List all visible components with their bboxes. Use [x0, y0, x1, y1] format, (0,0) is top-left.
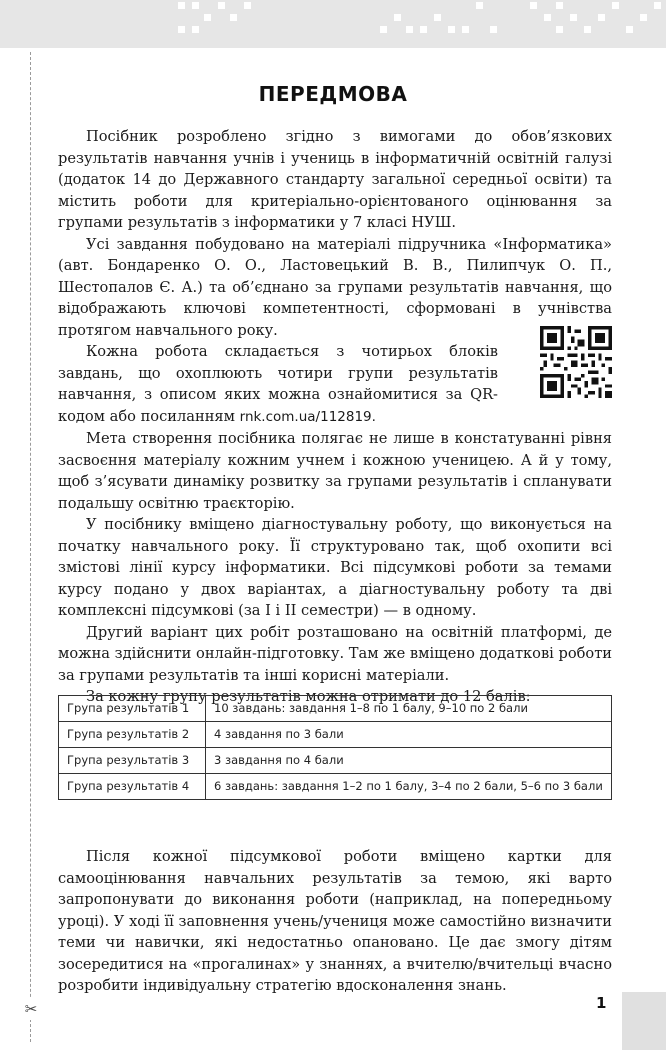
paragraph: Після кожної підсумкової роботи вміщено картки для самооцінювання навчальних результатів за темою, які варто запропонувати до виконання роботи (наприклад, на попередньому уроці). У ході її заповнення учень/учениця може самостійно визначити теми чи навички, які недостатньо опановано. Це дає змогу дітям зосередитися на «прогалинах» у знаннях, а вчителю/вчительці вчасно розробити індивідуальну стратегію вдосконалення знань.	[58, 848, 612, 994]
table-row	[59, 696, 612, 722]
closing-text	[58, 846, 612, 997]
paragraph: Мета створення посібника полягає не лише в констатуванні рівня засвоєння матеріалу кожним учнем і кожною ученицею. А й у тому, щоб з’ясувати динаміку розвитку за групами результатів і спланувати подальшу освітню траєкторію.	[58, 430, 612, 512]
header-band	[0, 0, 666, 48]
table-cell-group: Група результатів 2	[59, 722, 206, 748]
qr-paragraph-text	[58, 341, 498, 428]
table-cell-group: Група результатів 4	[59, 774, 206, 800]
body-text	[58, 126, 612, 708]
table-cell-group: Група результатів 1	[59, 696, 206, 722]
paragraph: Усі завдання побудовано на матеріалі підручника «Інформатика» (авт. Бондаренко О. О., Ластовецький В. В., Пилипчук О. П., Шестопалов Є. А.) та об’єднано за групами результатів навчання, що відображають ключові компетентності, сформовані в учнівства протягом навчального року.	[58, 235, 612, 339]
table-cell-group: Група результатів 3	[59, 748, 206, 774]
table-row	[59, 722, 612, 748]
table-cell-description: 4 завдання по 3 бали	[206, 722, 612, 748]
table-row	[59, 748, 612, 774]
page-number: 1	[596, 994, 607, 1012]
footer-band	[622, 992, 666, 1050]
paragraph: У посібнику вміщено діагностувальну роботу, що виконується на початку навчального року. Її структуровано так, щоб охопити всі змістові лінії курсу інформатики. Всі підсумкові роботи за темами курсу подано у двох варіантах, а діагностувальну роботу та дві комплексні підсумкові (за І і ІІ семестри) — в одному.	[58, 516, 612, 619]
qr-code-icon[interactable]	[540, 326, 612, 398]
paragraph: Другий варіант цих робіт розташовано на освітній платформі, де можна здійснити онлайн-підготовку. Там же вміщено додаткові роботи за групами результатів та інші корисні матеріали.	[58, 623, 612, 684]
paragraph: Посібник розроблено згідно з вимогами до обов’язкових результатів навчання учнів і учениць в інформатичній освітній галузі (додаток 14 до Державного стандарту загальної середньої освіти) та містить роботи для критеріально-орієнтованого оцінювання за групами результатів з інформатики у 7 класі НУШ.	[58, 128, 612, 231]
score-table	[58, 695, 612, 800]
table-cell-description: 10 завдань: завдання 1–8 по 1 балу, 9–10 по 2 бали	[206, 696, 612, 722]
resource-link[interactable]: rnk.com.ua/112819.	[239, 408, 376, 425]
paragraph: За кожну групу результатів можна отримати до 12 балів:	[86, 688, 531, 705]
table-cell-description: 6 завдань: завдання 1–2 по 1 балу, 3–4 по 2 бали, 5–6 по 3 бали	[206, 774, 612, 800]
qr-description: Кожна робота складається з чотирьох блоків завдань, що охоплюють чотири групи результатів навчання, з описом яких можна ознайомитися за QR-кодом або посиланням	[58, 343, 498, 425]
cut-line	[30, 52, 31, 1042]
scissors-icon: ✂	[24, 1000, 38, 1018]
page-title: ПЕРЕДМОВА	[258, 82, 408, 106]
table-row	[59, 774, 612, 800]
table-cell-description: 3 завдання по 4 бали	[206, 748, 612, 774]
qr-paragraph	[58, 341, 612, 428]
